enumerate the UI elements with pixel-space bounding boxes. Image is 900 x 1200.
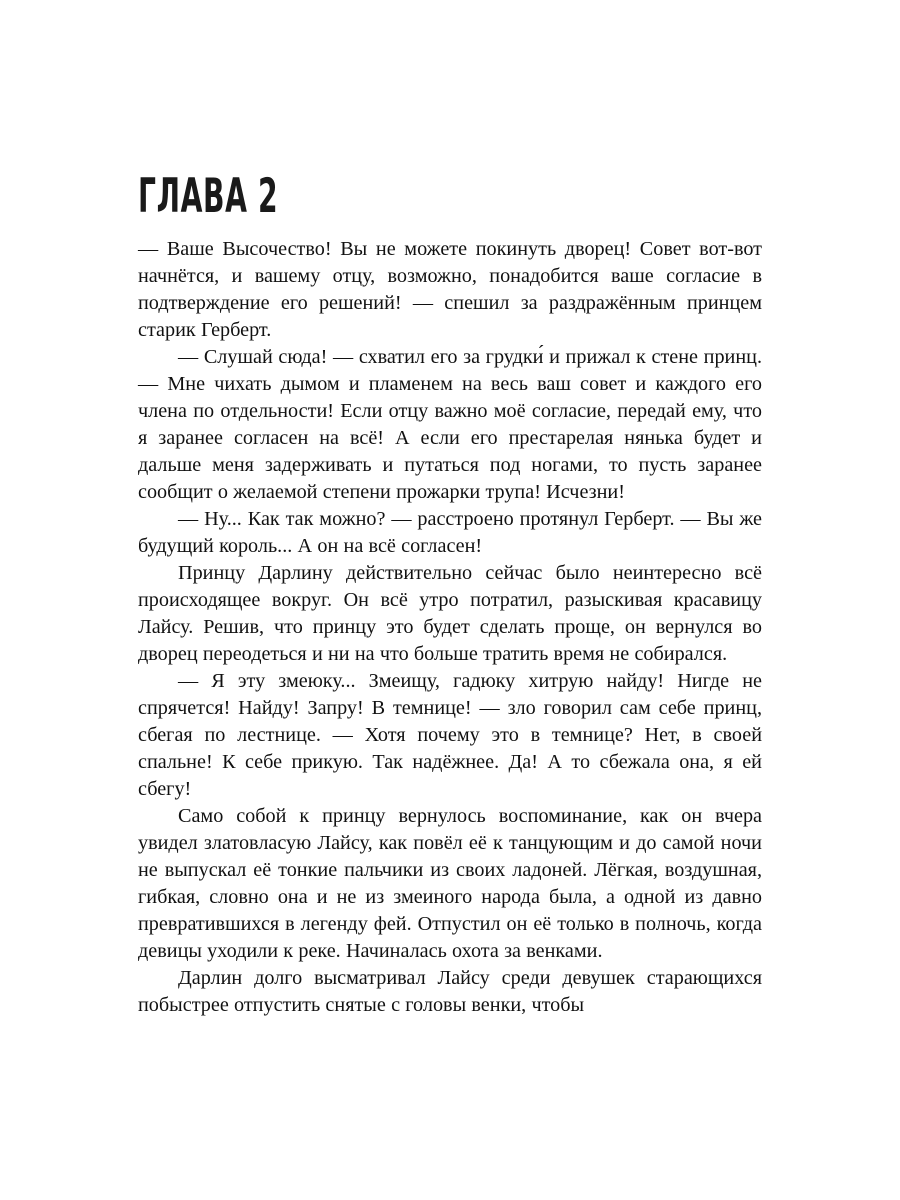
paragraph: Само собой к принцу вернулось воспоминание, как он вчера увидел златовласую Лайсу, как повёл её к танцующим и до самой ночи не выпускал её тонкие пальчики из своих ладоней. Лёгкая, воздушная, гибкая, словно она и не из змеиного народа была, а одной из давно превратившихся в легенду фей. Отпустил он её только в полночь, когда девицы уходили к реке. Начиналась охота за венками. [138,805,762,962]
paragraph: Принцу Дарлину действительно сейчас было неинтересно всё происходящее вокруг. Он всё утро потратил, разыскивая красавицу Лайсу. Решив, что принцу это будет сделать проще, он вернулся во дворец переодеться и ни на что больше тратить время не собирался. [138,562,762,665]
paragraph: — Я эту змеюку... Змеищу, гадюку хитрую найду! Нигде не спрячется! Найду! Запру! В темнице! — зло говорил сам себе принц, сбегая по лестнице. — Хотя почему это в темнице? Нет, в своей спальне! К себе прикую. Так надёжнее. Да! А то сбежала она, я ей сбегу! [138,670,762,800]
paragraph: — Слушай сюда! — схватил его за грудки́ и прижал к стене принц. — Мне чихать дымом и пламенем на весь ваш совет и каждого его члена по отдельности! Если отцу важно моё согласие, передай ему, что я заранее согласен на всё! А если его престарелая нянька будет и дальше меня задерживать и путаться под ногами, то пусть заранее сообщит о желаемой степени прожарки трупа! Исчезни! [138,346,762,503]
paragraph: — Ваше Высочество! Вы не можете покинуть дворец! Совет вот-вот начнётся, и вашему отцу, возможно, понадобится ваше согласие в подтверждение его решений! — спешил за раздражённым принцем старик Герберт. [138,238,762,341]
chapter-heading: ГЛАВА 2 [138,169,279,225]
paragraph: — Ну... Как так можно? — расстроено протянул Герберт. — Вы же будущий король... А он на всё согласен! [138,508,762,557]
paragraph: Дарлин долго высматривал Лайсу среди девушек старающихся побыстрее отпустить снятые с головы венки, чтобы [138,967,762,1016]
body-text-block [138,236,762,1019]
